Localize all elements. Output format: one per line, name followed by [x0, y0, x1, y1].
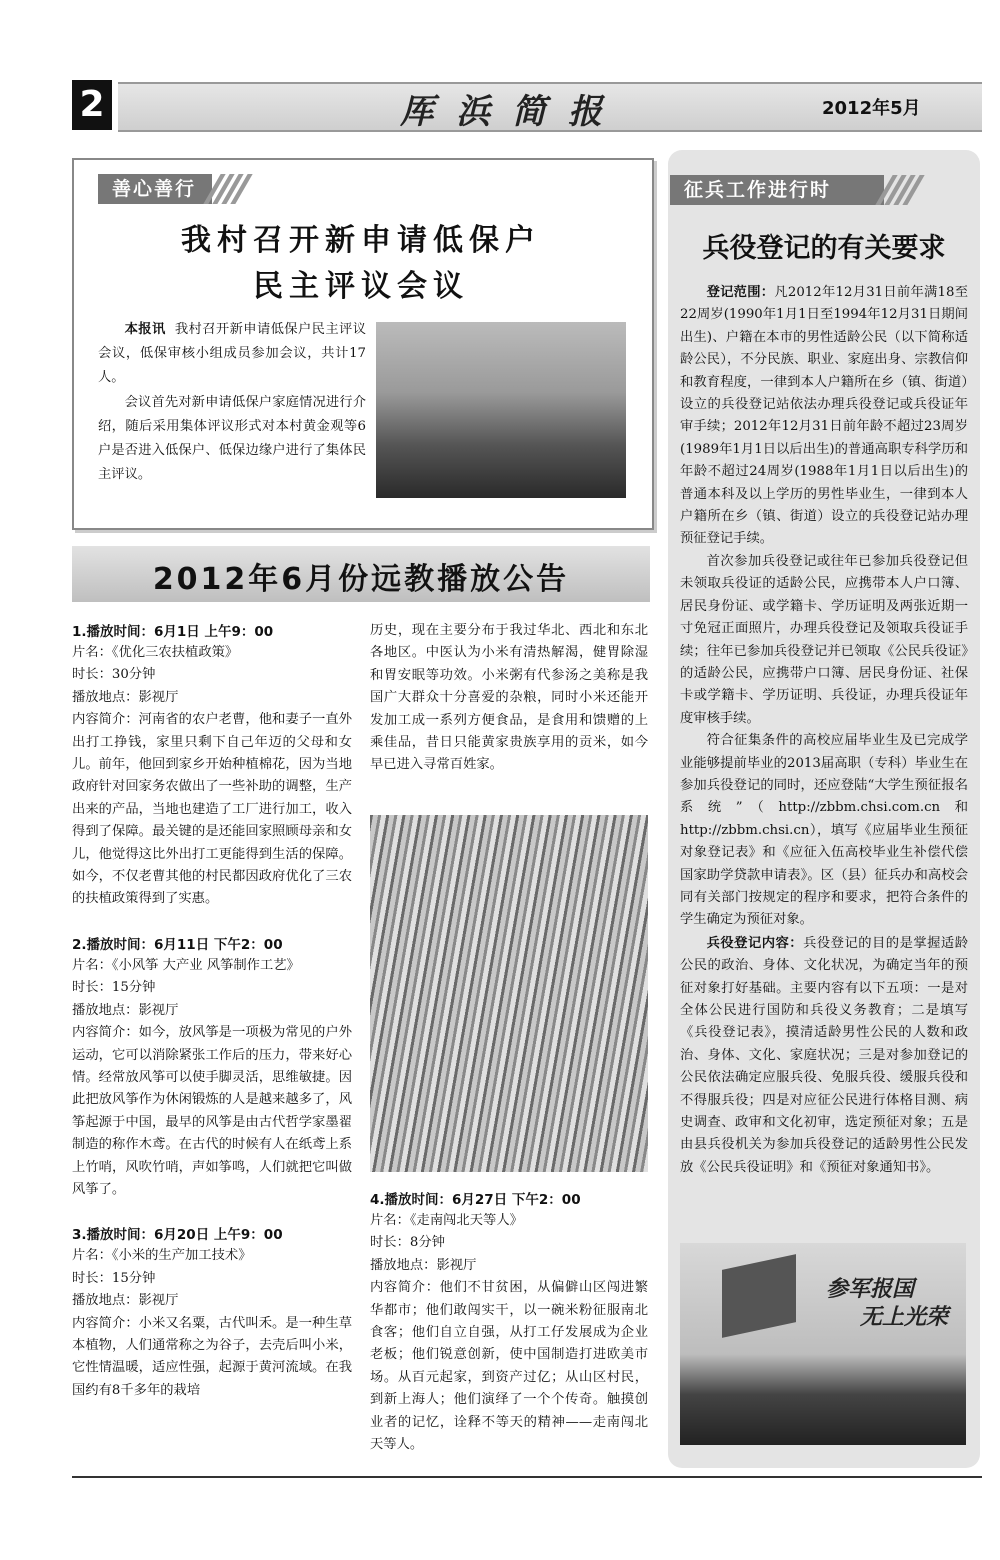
- program-heading: 4.播放时间：6月27日 下午2：00: [370, 1192, 581, 1208]
- program-venue: 播放地点：影视厅: [72, 1002, 179, 1018]
- program-item: [72, 933, 352, 1201]
- lead-label: 兵役登记内容：: [706, 935, 804, 951]
- program-film: 片名：《优化三农扶植政策》: [72, 645, 239, 660]
- program-item: [370, 1188, 648, 1456]
- paragraph: 兵役登记的目的是掌握适龄公民的政治、身体、文化状况，为确定当年的预征对象打好基础。主要内容有以下五项：一是对全体公民进行国防和兵役义务教育；二是填写《兵役登记表》，摸清适龄男性公民的人数和政治、身体、文化、家庭状况；三是对参加登记的公民依法确定应服兵役、免服兵役、缓服兵役和不得服兵役；四是对应征公民进行体格目测、病史调查、政审和文化初审，选定预征对象；五是由县兵役机关为参加兵役登记的适龄男性公民发放《公民兵役证明》和《预征对象通知书》。: [680, 935, 969, 1175]
- article-body: [98, 318, 366, 487]
- slogan-line-2: 无上光荣: [860, 1304, 949, 1330]
- program-duration: 时长：15分钟: [72, 1270, 156, 1286]
- article-headline: [72, 218, 650, 310]
- program-heading: 2.播放时间：6月11日 下午2：00: [72, 936, 283, 953]
- tag-stripes-icon: [212, 174, 248, 208]
- program-summary: 内容简介：如今，放风筝是一项极为常见的户外运动，它可以消除紧张工作后的压力，带来好心情。经常放风筝可以使手脚灵活，思维敏捷。因此把放风筝作为休闲锻炼的人是越来越多了，风筝起源于中国，最早的风筝是由古代哲学家墨翟制造的称作木鸢。在古代的时候有人在纸鸢上系上竹哨，风吹竹哨，声如筝鸣，人们就把它叫做风筝了。: [72, 1025, 352, 1197]
- wheat-photo: [370, 815, 648, 1172]
- headline-line-2: 民主评议会议: [253, 269, 469, 304]
- program-heading: 1.播放时间：6月1日 上午9：00: [72, 624, 274, 640]
- issue-date: 2012年5月: [822, 98, 921, 119]
- notice-title: 2012年6月份远教播放公告: [152, 562, 570, 597]
- program-summary: 内容简介：他们不甘贫困，从偏僻山区闯进繁华都市；他们敢闯实干，以一碗米粉征服南北食客；他们自立自强，从打工仔发展成为企业老板；他们锐意创新，使中国制造打进欧美市场。从百元起家，到资产过亿；从山区村民，到新上海人；他们演绎了一个个传奇。触摸创业者的记忆，诠释不等天的精神——走南闯北天等人。: [370, 1280, 648, 1453]
- program-venue: 播放地点：影视厅: [72, 1293, 179, 1309]
- slogan-line-1: 参军报国: [826, 1276, 915, 1302]
- program-column-right: [370, 620, 648, 777]
- program-column-left: [72, 620, 352, 1402]
- page-number: 2: [72, 80, 112, 130]
- headline-line-1: 我村召开新申请低保户: [181, 223, 541, 258]
- program-summary: 内容简介：河南省的农户老曹，他和妻子一直外出打工挣钱，家里只剩下自己年迈的父母和女儿。前年，他回到家乡开始种植棉花，因为当地政府针对回家务农做出了一些补助的调整，生产出来的产品，当地也建造了工厂进行加工，收入得到了保障。最关键的是还能回家照顾母亲和女儿，他觉得这比外出打工更能得到生活的保障。如今，不仅老曹其他的村民都因政府优化了三农的扶植政策得到了实惠。: [72, 712, 352, 907]
- lead-label: 登记范围：: [706, 285, 775, 300]
- program-film: 片名：《小风筝 大产业 风筝制作工艺》: [72, 957, 300, 973]
- lead-label: 本报讯: [124, 322, 166, 337]
- paragraph: 凡2012年12月31日前年满18至22周岁(1990年1月1日至1994年12月31日期间出生)、户籍在本市的男性适龄公民（以下简称适龄公民），不分民族、职业、家庭出身、宗教信仰和教育程度，一律到本人户籍所在乡（镇、街道）设立的兵役登记站依法办理兵役登记或兵役证年审手续；2012年12月31日前年龄不超过23周岁(1989年1月1日以后出生)的普通高职专科学历和年龄不超过24周岁(1988年1月1日以后出生)的普通本科及以上学历的男性毕业生，一律到本人户籍所在乡（镇、街道）设立的兵役登记站办理预征登记手续。: [680, 285, 968, 547]
- sidebar-tag: 征兵工作进行时: [670, 175, 884, 205]
- tag-stripes-icon: [884, 175, 920, 209]
- program-venue: 播放地点：影视厅: [370, 1257, 477, 1273]
- program-summary-continued: 历史，现在主要分布于我过华北、西北和东北各地区。中医认为小米有清热解渴，健胃除湿和胃安眠等功效。小米粥有代参汤之美称是我国广大群众十分喜爱的杂粮，同时小米还能开发加工成一系列方便食品，是食用和馈赠的上乘佳品，昔日只能黄家贵族享用的贡米，如今早已进入寻常百姓家。: [370, 623, 648, 773]
- program-film: 片名：《走南闯北天等人》: [370, 1213, 523, 1228]
- paragraph: 我村召开新申请低保户民主评议会议，低保审核小组成员参加会议，共计17人。: [98, 322, 367, 386]
- sidebar-headline: 兵役登记的有关要求: [702, 233, 946, 264]
- section-tag: 善心善行: [98, 174, 212, 204]
- paragraph: 会议首先对新申请低保户家庭情况进行介绍，随后采用集体评议形式对本村黄金观等6户是否进入低保户、低保边缘户进行了集体民主评议。: [98, 394, 366, 483]
- meeting-photo: [376, 322, 626, 498]
- program-item: [72, 620, 352, 911]
- program-summary: 内容简介：小米又名粟，古代叫禾。是一种生草本植物，人们通常称之为谷子，去壳后叫小米，它性情温暖，适应性强，起源于黄河流域。在我国约有8千多年的栽培: [72, 1315, 352, 1398]
- sidebar-body: [680, 281, 968, 1179]
- paragraph: 符合征集条件的高校应届毕业生及已完成学业能够提前毕业的2013届高职（专科）毕业生在参加兵役登记的同时，还应登陆“大学生预征报名系统”（http://zbbm.chsi.com.cn和http://zbbm.chsi.cn），填写《应届毕业生预征对象登记表》和《应征入伍高校毕业生补偿代偿国家助学贷款申请表》。区（县）征兵办和高校会同有关部门按规定的程序和要求，把符合条件的学生确定为预征对象。: [680, 733, 968, 928]
- paragraph: 首次参加兵役登记或往年已参加兵役登记但未领取兵役证的适龄公民，应携带本人户口簿、居民身份证、或学籍卡、学历证明及两张近期一寸免冠正面照片，办理兵役登记及领取兵役证手续；往年已参加兵役登记并已领取《公民兵役证》的适龄公民，应携带户口簿、居民身份证、社保卡或学籍卡、学历证明、兵役证，办理兵役证年度审核手续。: [680, 553, 968, 726]
- program-item: [72, 1223, 352, 1402]
- program-duration: 时长：30分钟: [72, 667, 156, 683]
- program-duration: 时长：15分钟: [72, 980, 156, 996]
- program-duration: 时长：8分钟: [370, 1235, 445, 1251]
- footer-rule: [72, 1476, 982, 1478]
- masthead-title: 厍浜简报: [400, 92, 624, 132]
- program-heading: 3.播放时间：6月20日 上午9：00: [72, 1227, 283, 1244]
- program-film: 片名：《小米的生产加工技术》: [72, 1248, 252, 1264]
- program-venue: 播放地点：影视厅: [72, 689, 179, 705]
